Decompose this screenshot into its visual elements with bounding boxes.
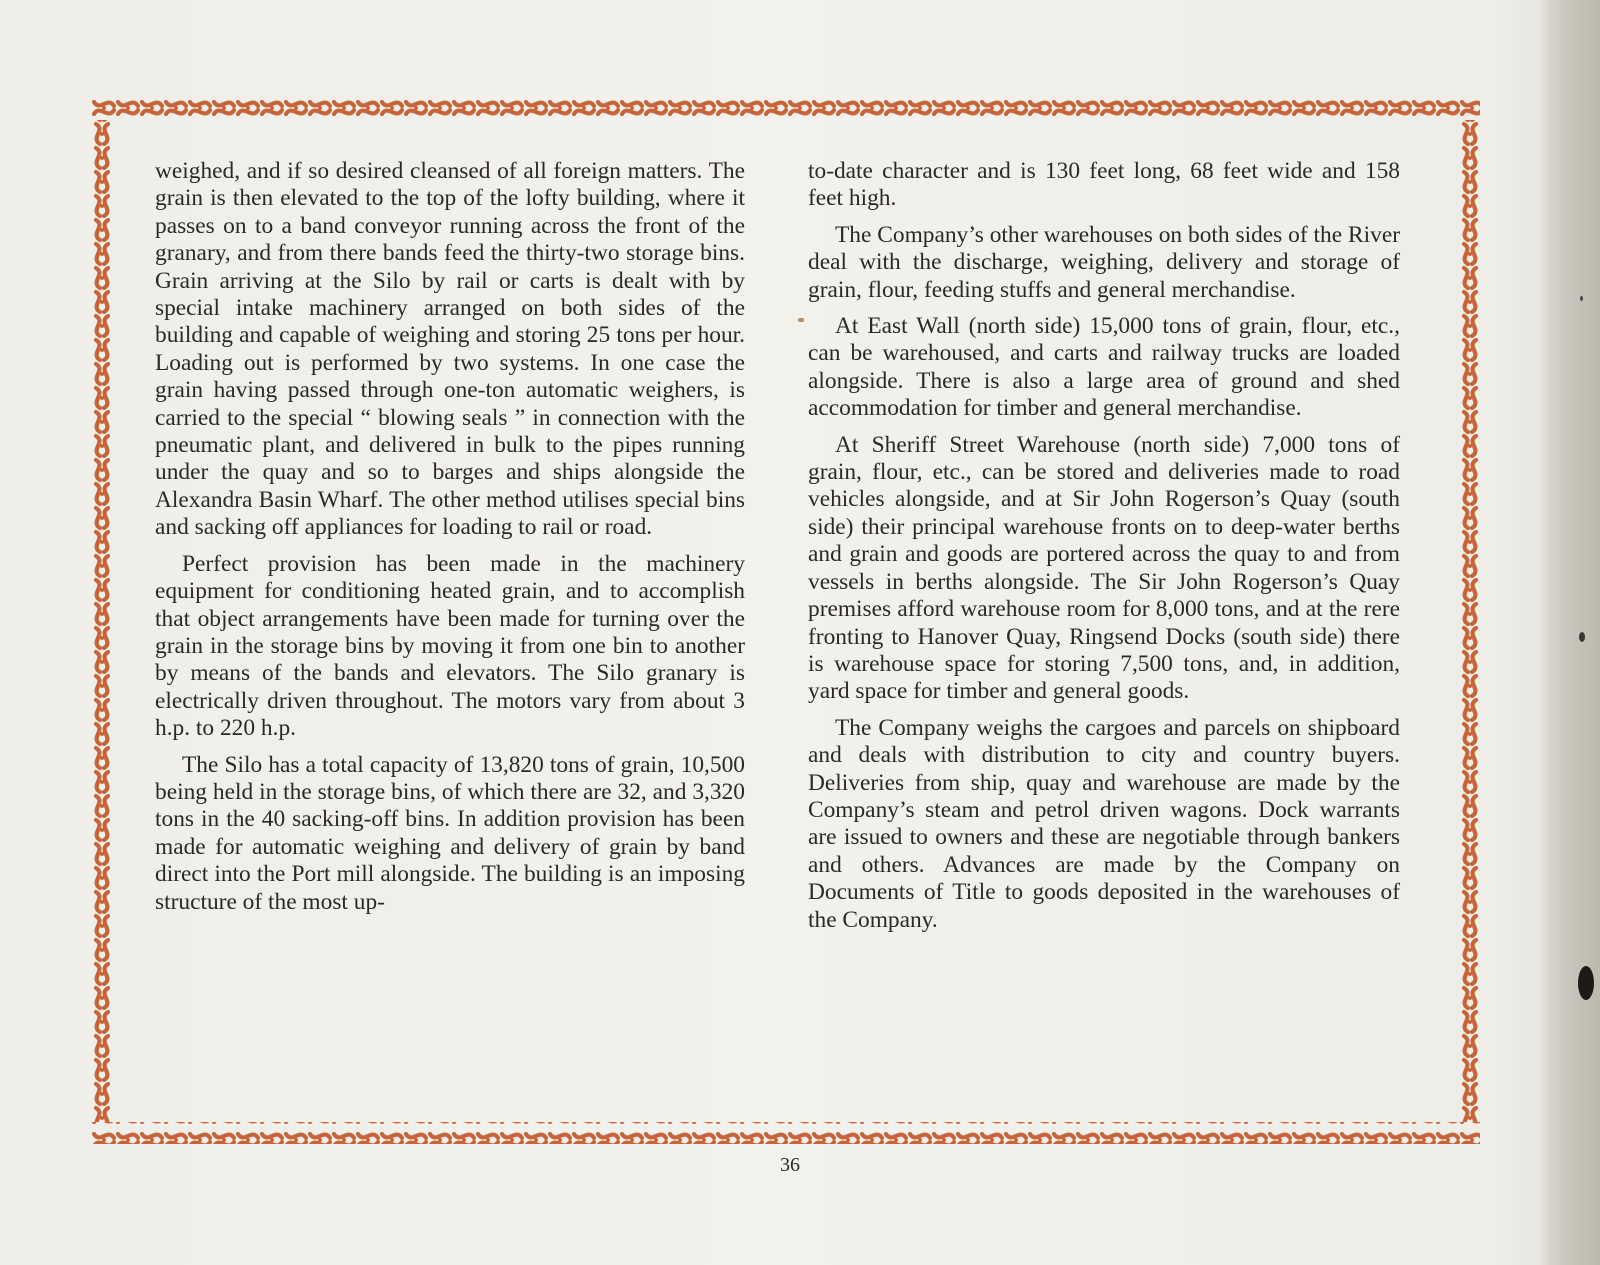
paragraph: to-date character and is 130 feet long, 68 feet wide and 158 feet high. [808, 158, 1400, 212]
ink-speck [798, 318, 804, 322]
book-gutter [1548, 0, 1600, 1265]
binding-hole-tiny [1580, 296, 1583, 301]
border-bottom [92, 1122, 1480, 1144]
page-number: 36 [780, 1154, 800, 1176]
paragraph: The Silo has a total capacity of 13,820 tons of grain, 10,500 being held in the storage bins, of which there are 32, and 3,320 tons in the 40 sacking-off bins. In addition provision has been made for automatic weighing and delivery of grain by band direct into the Port mill alongside. The building is an imposing structure of the most up- [155, 751, 745, 915]
paragraph: Perfect provision has been made in the machinery equipment for conditioning heated grain, and to accomplish that object arrangements have been made for turning over the grain in the storage bins by moving it from one bin to another by means of the bands and elevators. The Silo granary is electrically driven throughout. The motors vary from about 3 h.p. to 220 h.p. [155, 550, 745, 742]
border-left [92, 120, 114, 1122]
left-text-column [155, 158, 745, 925]
binding-hole-large [1578, 966, 1594, 1000]
right-text-column [808, 158, 1400, 943]
paragraph: The Company weighs the cargoes and parcels on shipboard and deals with distribution to city and country buyers. Deliveries from ship, quay and warehouse are made by the Company’s steam and petrol driven wagons. Dock warrants are issued to owners and these are negotiable through bankers and others. Advances are made by the Company on Documents of Title to goods deposited in the warehouses of the Company. [808, 714, 1400, 933]
paragraph: At East Wall (north side) 15,000 tons of grain, flour, etc., can be warehoused, and carts and railway trucks are loaded alongside. There is also a large area of ground and shed accommodation for timber and general merchandise. [808, 313, 1400, 422]
border-right [1458, 120, 1480, 1122]
paragraph: The Company’s other warehouses on both sides of the River deal with the discharge, weighing, delivery and storage of grain, flour, feeding stuffs and general merchandise. [808, 221, 1400, 303]
paragraph: weighed, and if so desired cleansed of all foreign matters. The grain is then elevated to the top of the lofty building, where it passes on to a band conveyor running across the front of the granary, and from there bands feed the thirty-two storage bins. Grain arriving at the Silo by rail or carts is dealt with by special intake machinery arranged on both sides of the building and capable of weighing and storing 25 tons per hour. Loading out is performed by two systems. In one case the grain having passed through one-ton automatic weighers, is carried to the special “ blowing seals ” in connection with the pneumatic plant, and delivered in bulk to the pipes running under the quay and so to barges and ships alongside the Alexandra Basin Wharf. The other method utilises special bins and sacking off appliances for loading to rail or road. [155, 158, 745, 541]
paragraph: At Sheriff Street Warehouse (north side) 7,000 tons of grain, flour, etc., can be stored and deliveries made to road vehicles alongside, and at Sir John Rogerson’s Quay (south side) their principal warehouse fronts on to deep-water berths and grain and goods are portered across the quay to and from vessels in berths alongside. The Sir John Rogerson’s Quay premises afford warehouse room for 8,000 tons, and at the rere fronting to Hanover Quay, Ringsend Docks (south side) there is warehouse space for storing 7,500 tons, and, in addition, yard space for timber and general goods. [808, 431, 1400, 705]
border-top [92, 98, 1480, 120]
binding-hole-small [1579, 632, 1585, 642]
